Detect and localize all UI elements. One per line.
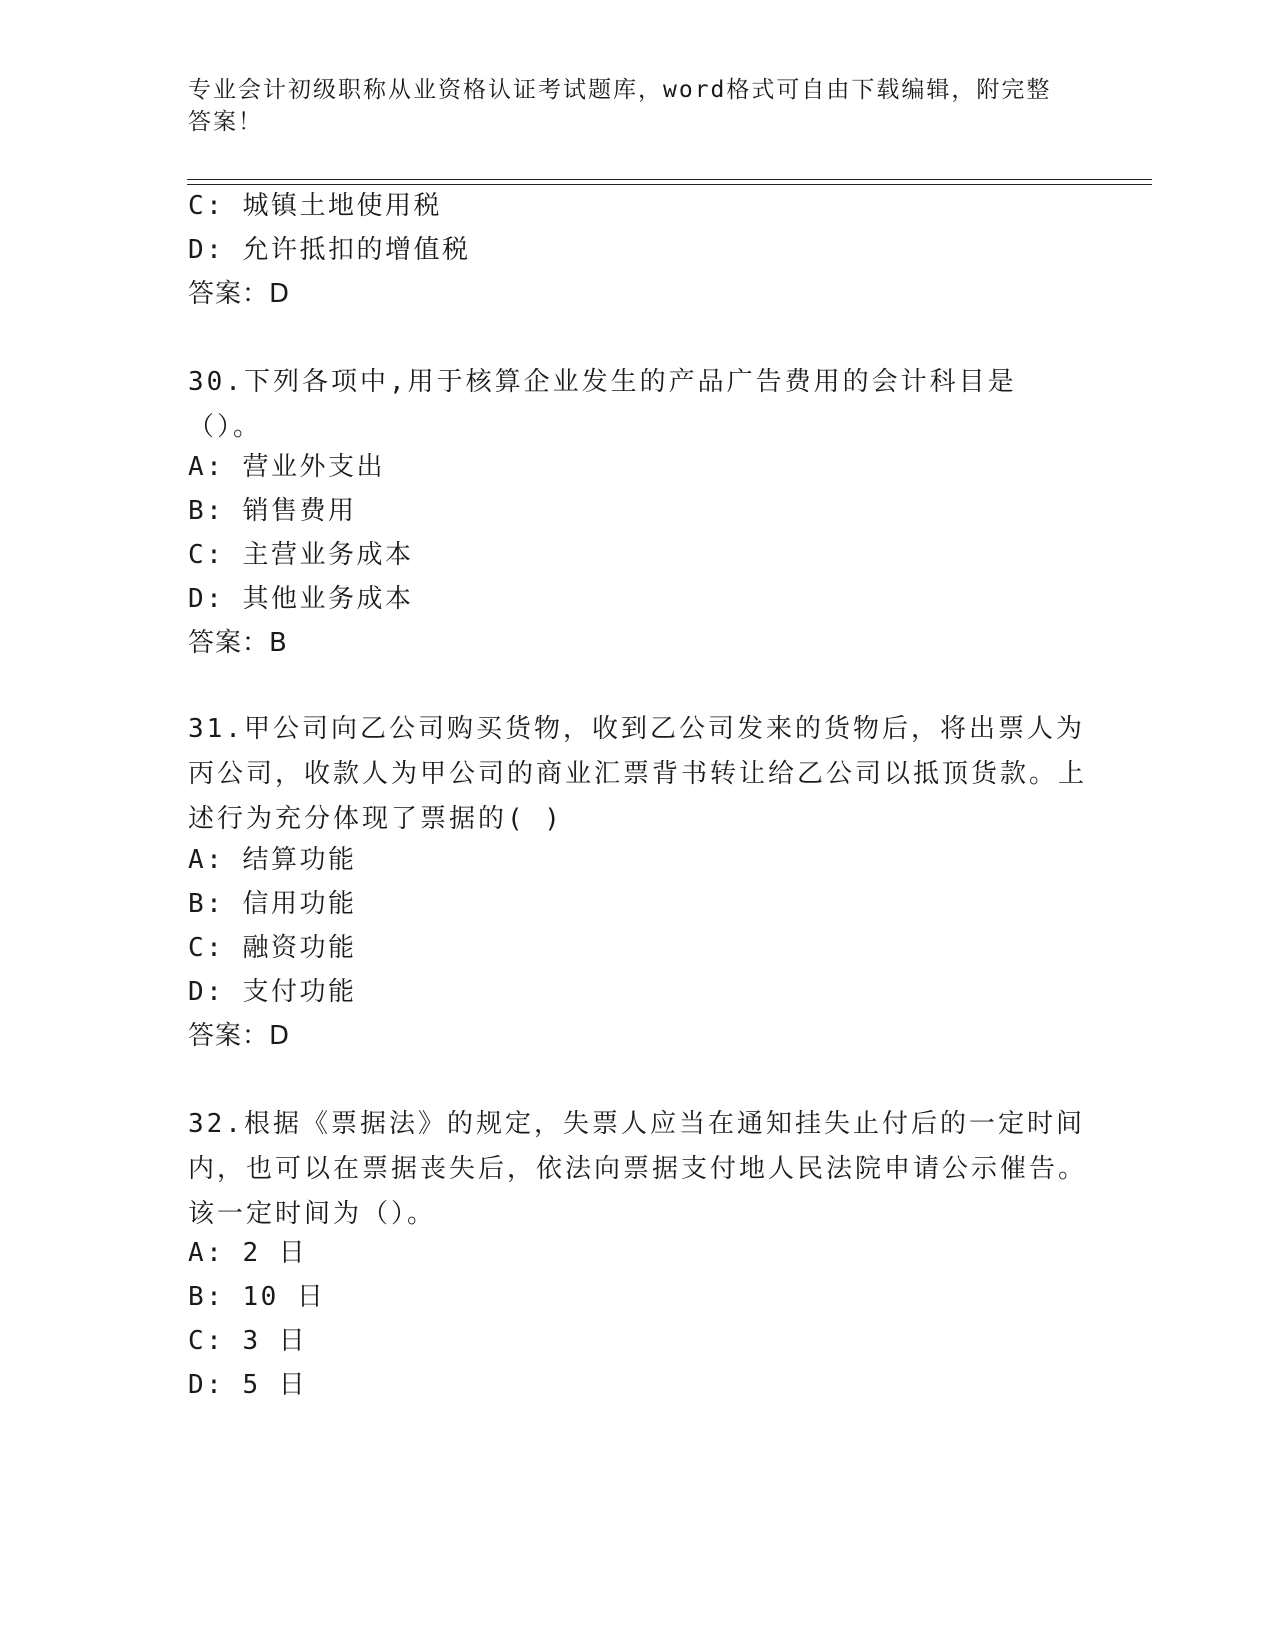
question-32-stem: 32.根据《票据法》的规定，失票人应当在通知挂失止付后的一定时间内，也可以在票据丧失后，依法向票据支付地人民法院申请公示催告。该一定时间为（）。 xyxy=(188,1109,1088,1229)
question-32-option-b: B: 10 日 xyxy=(188,1282,326,1312)
question-30-option-a: A: 营业外支出 xyxy=(188,452,385,482)
question-31-answer: 答案：D xyxy=(188,1021,291,1051)
question-32-option-a: A: 2 日 xyxy=(188,1238,308,1268)
question-30-option-c: C: 主营业务成本 xyxy=(188,540,414,570)
question-31-option-a: A: 结算功能 xyxy=(188,845,357,875)
question-30-option-d: D: 其他业务成本 xyxy=(188,584,414,614)
header-divider-top xyxy=(187,179,1152,180)
question-32-option-c: C: 3 日 xyxy=(188,1326,308,1356)
question-32-option-d: D: 5 日 xyxy=(188,1370,308,1400)
prev-option-c: C: 城镇土地使用税 xyxy=(188,191,442,221)
question-30-answer: 答案：B xyxy=(188,628,288,658)
question-31-stem: 31.甲公司向乙公司购买货物，收到乙公司发来的货物后，将出票人为丙公司，收款人为甲公司的商业汇票背书转让给乙公司以抵顶货款。上述行为充分体现了票据的( ) xyxy=(188,714,1088,834)
question-31-option-c: C: 融资功能 xyxy=(188,933,357,963)
header-divider-bottom xyxy=(187,184,1152,185)
question-31-option-b: B: 信用功能 xyxy=(188,889,357,919)
question-30-stem: 30.下列各项中,用于核算企业发生的产品广告费用的会计科目是（）。 xyxy=(188,367,1017,442)
question-31-option-d: D: 支付功能 xyxy=(188,977,357,1007)
question-30-option-b: B: 销售费用 xyxy=(188,496,357,526)
document-header-text: 专业会计初级职称从业资格认证考试题库，word格式可自由下载编辑，附完整答案！ xyxy=(188,77,1052,135)
prev-option-d: D: 允许抵扣的增值税 xyxy=(188,235,471,265)
prev-answer: 答案：D xyxy=(188,279,291,309)
